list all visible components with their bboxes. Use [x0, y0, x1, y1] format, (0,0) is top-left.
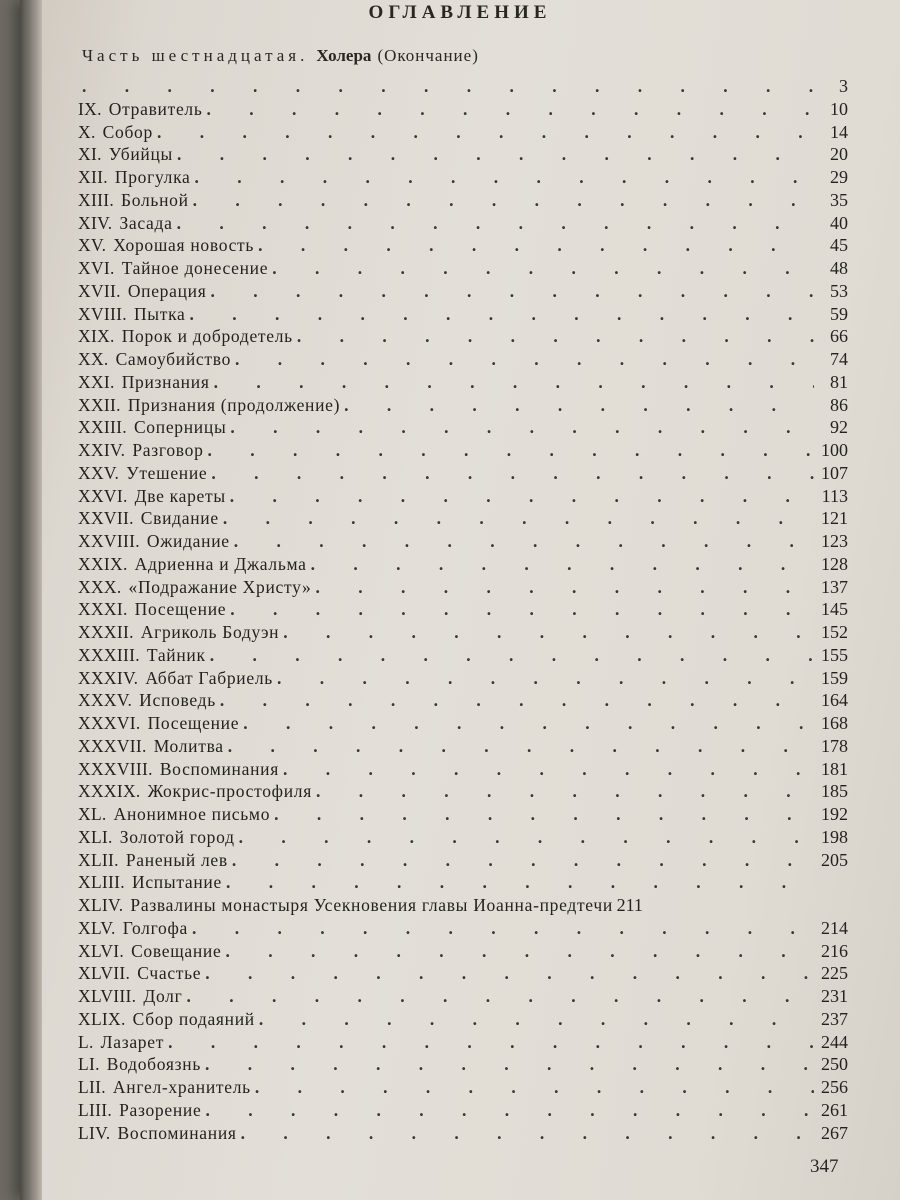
chapter-number: XXXIV. [78, 667, 139, 688]
dot-leader [211, 462, 814, 485]
page-title: ОГЛАВЛЕНИЕ [368, 2, 552, 23]
chapter-title: Признания (продолжение) [127, 394, 341, 415]
dot-leader [243, 712, 814, 735]
toc-entry-label [78, 803, 270, 826]
chapter-number: LIV. [78, 1122, 111, 1143]
chapter-number: XXXII. [78, 622, 134, 642]
toc-entry [78, 644, 848, 667]
toc-entry-label [78, 894, 613, 917]
chapter-number: XXXV. [78, 690, 133, 711]
chapter-title: Сбор подаяний [132, 1008, 255, 1029]
chapter-number: XII. [78, 167, 108, 187]
toc-entry [78, 394, 848, 417]
toc-entry-label [78, 940, 221, 963]
chapter-title: Разговор [132, 440, 204, 460]
chapter-number: XLIV. [78, 895, 124, 915]
toc-page-number: 205 [821, 849, 848, 870]
part-label: Часть шестнадцатая. [82, 46, 309, 65]
toc-entry [78, 439, 848, 462]
chapter-title: Лазарет [100, 1031, 165, 1052]
toc-entry-label [78, 98, 203, 121]
chapter-title: Соперницы [133, 417, 227, 438]
toc-page-number: 59 [830, 303, 848, 324]
dot-leader [157, 121, 814, 144]
chapter-number: XI. [78, 144, 102, 165]
chapter-number: XXIX. [78, 553, 128, 574]
chapter-number: XIII. [78, 189, 114, 210]
toc-entry-label [78, 917, 188, 940]
chapter-title: Исповедь [139, 690, 216, 711]
toc-entry [78, 189, 848, 212]
dot-leader [193, 189, 814, 212]
chapter-number: XIV. [78, 212, 113, 233]
dot-leader [277, 667, 814, 690]
toc-page-number: 29 [830, 167, 848, 187]
dot-leader [232, 849, 814, 872]
toc-entry-label [78, 234, 254, 257]
chapter-number: XXXVI. [78, 713, 141, 733]
chapter-title: Анонимное письмо [113, 804, 271, 824]
chapter-title: Долг [143, 986, 183, 1006]
chapter-number: XXXIII. [78, 644, 140, 665]
toc-entry [78, 1053, 848, 1076]
chapter-number: L. [78, 1031, 94, 1052]
toc-page-number: 244 [821, 1031, 848, 1052]
chapter-number: XXIII. [78, 417, 127, 438]
toc-page-number: 3 [839, 76, 848, 96]
toc-entry-label [78, 257, 268, 280]
toc-page-number: 159 [821, 667, 848, 688]
dot-leader [187, 985, 815, 1008]
chapter-title: Аббат Габриель [145, 667, 273, 688]
toc-entry-label [78, 1076, 251, 1099]
chapter-title: Воспоминания [117, 1122, 237, 1143]
dot-leader [210, 644, 814, 667]
dot-leader [315, 576, 814, 599]
chapter-number: XL. [78, 804, 107, 824]
toc-entry-label [78, 735, 224, 758]
toc-entry [78, 1031, 848, 1054]
dot-leader [230, 485, 814, 508]
toc-entry [78, 143, 848, 166]
toc-page-number: 168 [821, 713, 848, 733]
toc-entry-label [78, 598, 226, 621]
toc-page-number: 198 [821, 826, 848, 847]
toc-entry-label [78, 712, 239, 735]
chapter-number: XVIII. [78, 303, 127, 324]
toc-entry-label [78, 439, 204, 462]
toc-entry [78, 1008, 848, 1031]
toc-entry-label [78, 826, 235, 849]
table-of-contents [78, 75, 848, 1144]
dot-leader [311, 553, 814, 576]
toc-entry [78, 416, 848, 439]
toc-page-number: 211 [616, 895, 643, 915]
dot-leader [214, 371, 814, 394]
toc-entry [78, 576, 848, 599]
chapter-title: Хорошая новость [113, 235, 255, 256]
chapter-number: LI. [78, 1054, 100, 1075]
toc-entry-label [78, 121, 153, 144]
toc-entry [78, 940, 848, 963]
toc-page-number: 137 [821, 576, 848, 597]
dot-leader [228, 735, 814, 758]
chapter-title: Тайное донесение [121, 258, 269, 278]
chapter-number: XX. [78, 349, 109, 369]
chapter-title: Засада [119, 212, 173, 233]
dot-leader [205, 1053, 814, 1076]
chapter-title: Счастье [137, 963, 202, 984]
chapter-number: XXVIII. [78, 531, 140, 551]
chapter-number: XVII. [78, 280, 121, 301]
toc-page-number: 81 [830, 371, 848, 392]
toc-page-number: 20 [830, 144, 848, 165]
chapter-title: Операция [127, 280, 207, 301]
toc-entry [78, 98, 848, 121]
toc-page-number: 225 [821, 963, 848, 984]
toc-entry-label [78, 212, 173, 235]
toc-entry [78, 303, 848, 326]
toc-entry [78, 234, 848, 257]
toc-entry [78, 667, 848, 690]
toc-entry-label [78, 416, 226, 439]
book-page [20, 0, 900, 1200]
toc-entry [78, 348, 848, 371]
toc-entry [78, 75, 848, 98]
chapter-title: Порок и добродетель [121, 326, 293, 347]
toc-page-number: 35 [830, 189, 848, 210]
dot-leader [259, 1008, 814, 1031]
toc-entry-label [78, 462, 207, 485]
toc-page-number: 237 [821, 1008, 848, 1029]
chapter-title: Испытание [132, 872, 222, 893]
toc-page-number: 267 [821, 1122, 848, 1143]
chapter-number: XLI. [78, 826, 113, 847]
toc-entry-label [78, 303, 186, 326]
dot-leader [272, 257, 814, 280]
toc-entry-label [78, 985, 183, 1008]
dot-leader [205, 962, 814, 985]
chapter-number: XXXVII. [78, 735, 147, 756]
dot-leader [168, 1031, 814, 1054]
toc-page-number: 216 [821, 940, 848, 961]
book-spine-shadow [20, 0, 42, 1200]
toc-entry [78, 1099, 848, 1122]
chapter-title: Две кареты [134, 485, 226, 506]
toc-page-number: 128 [821, 553, 848, 574]
toc-entry [78, 735, 848, 758]
toc-page-number: 261 [821, 1099, 848, 1120]
chapter-title: Агриколь Бодуэн [140, 622, 280, 642]
dot-leader [344, 394, 814, 417]
dot-leader [208, 439, 814, 462]
toc-page-number: 121 [821, 508, 848, 529]
chapter-title: «Подражание Христу» [128, 576, 312, 597]
toc-entry [78, 371, 848, 394]
chapter-title: Прогулка [114, 167, 191, 187]
toc-page-number: 192 [821, 804, 848, 824]
toc-entry-label [78, 871, 222, 894]
chapter-title: Посещение [134, 599, 227, 620]
chapter-title: Пытка [133, 303, 186, 324]
chapter-title: Признания [121, 371, 210, 392]
toc-page-number: 123 [821, 531, 848, 551]
toc-entry-label [78, 758, 279, 781]
toc-page-number: 181 [821, 758, 848, 779]
toc-page-number: 100 [821, 440, 848, 460]
dot-leader [230, 416, 814, 439]
toc-page-number: 107 [821, 462, 848, 483]
toc-entry-label [78, 1122, 237, 1145]
dot-leader [210, 280, 814, 303]
toc-entry-label [78, 667, 273, 690]
toc-entry [78, 803, 848, 826]
chapter-title: Совещание [131, 940, 222, 961]
toc-entry-label [78, 621, 279, 644]
chapter-number: XXVI. [78, 485, 128, 506]
toc-page-number: 155 [821, 644, 848, 665]
toc-entry [78, 621, 848, 644]
toc-entry [78, 257, 848, 280]
toc-entry-label [78, 689, 216, 712]
chapter-number: XXIV. [78, 440, 126, 460]
toc-entry [78, 485, 848, 508]
toc-entry [78, 849, 848, 872]
chapter-number: XLIII. [78, 872, 125, 893]
toc-entry [78, 871, 848, 894]
toc-page-number: 164 [821, 690, 848, 711]
toc-page-number: 214 [821, 917, 848, 938]
chapter-title: Тайник [146, 644, 206, 665]
chapter-title: Ожидание [146, 531, 230, 551]
toc-entry [78, 507, 848, 530]
chapter-title: Воспоминания [159, 758, 279, 779]
toc-entry [78, 325, 848, 348]
chapter-number: IX. [78, 98, 102, 119]
chapter-number: XXII. [78, 394, 121, 415]
dot-leader [225, 940, 814, 963]
toc-page-number: 92 [830, 417, 848, 438]
toc-page-number: 53 [830, 280, 848, 301]
dot-leader [316, 780, 814, 803]
toc-entry-label [78, 1099, 201, 1122]
toc-entry [78, 826, 848, 849]
dot-leader [205, 1099, 814, 1122]
chapter-number: XXV. [78, 462, 120, 483]
toc-entry-label [78, 507, 219, 530]
chapter-number: XXVII. [78, 508, 134, 529]
toc-page-number: 45 [830, 235, 848, 256]
toc-entry-label [78, 644, 206, 667]
toc-page-number: 231 [821, 986, 848, 1006]
toc-page-number: 178 [821, 735, 848, 756]
dot-leader [207, 98, 814, 121]
chapter-number: LII. [78, 1077, 106, 1097]
toc-entry-label [78, 962, 201, 985]
toc-entry-label [78, 849, 228, 872]
dot-leader [226, 871, 814, 894]
toc-entry-label [78, 166, 191, 189]
part-heading [82, 46, 479, 66]
chapter-title: Раненый лев [125, 849, 228, 870]
chapter-number: X. [78, 121, 96, 142]
toc-page-number: 40 [830, 212, 848, 233]
toc-page-number: 113 [821, 485, 848, 506]
toc-entry [78, 917, 848, 940]
dot-leader [239, 826, 814, 849]
dot-leader [241, 1122, 814, 1145]
toc-page-number: 256 [821, 1077, 848, 1097]
dot-leader [223, 507, 814, 530]
chapter-title: Голгофа [122, 917, 189, 938]
dot-leader [274, 803, 814, 826]
dot-leader [235, 348, 814, 371]
toc-entry-label [78, 394, 340, 417]
toc-entry [78, 985, 848, 1008]
toc-entry-label [78, 485, 226, 508]
dot-leader [177, 143, 814, 166]
dot-leader [82, 75, 814, 98]
chapter-title: Жокрис-простофиля [147, 781, 312, 802]
chapter-title: Ангел-хранитель [112, 1077, 251, 1097]
dot-leader [192, 917, 814, 940]
toc-page-number: 185 [821, 781, 848, 802]
page-number: 347 [810, 1156, 839, 1177]
toc-page-number: 66 [830, 326, 848, 347]
dot-leader [234, 530, 814, 553]
dot-leader [220, 689, 814, 712]
chapter-title: Свидание [140, 508, 219, 529]
chapter-title: Адриенна и Джальма [134, 553, 307, 574]
toc-entry [78, 121, 848, 144]
chapter-number: XIX. [78, 326, 115, 347]
toc-entry-label [78, 189, 189, 212]
toc-page-number: 250 [821, 1054, 848, 1075]
toc-entry-label [78, 780, 312, 803]
chapter-number: XXXIX. [78, 781, 141, 802]
toc-entry [78, 712, 848, 735]
chapter-number: XVI. [78, 258, 115, 278]
dot-leader [255, 1076, 814, 1099]
toc-entry [78, 462, 848, 485]
toc-page-number: 145 [821, 599, 848, 620]
toc-entry-label [78, 1053, 201, 1076]
toc-entry [78, 553, 848, 576]
chapter-number: XLII. [78, 849, 119, 870]
toc-page-number: 14 [830, 121, 848, 142]
toc-entry [78, 530, 848, 553]
toc-entry-label [78, 1008, 255, 1031]
toc-entry [78, 962, 848, 985]
toc-entry [78, 166, 848, 189]
chapter-number: XXI. [78, 371, 115, 392]
toc-entry-label [78, 553, 307, 576]
dot-leader [177, 212, 814, 235]
chapter-title: Молитва [153, 735, 224, 756]
chapter-title: Золотой город [119, 826, 235, 847]
dot-leader [195, 166, 814, 189]
chapter-number: XLIX. [78, 1008, 126, 1029]
chapter-number: XV. [78, 235, 107, 256]
chapter-title: Убийцы [108, 144, 173, 165]
toc-entry [78, 212, 848, 235]
chapter-number: XLV. [78, 917, 116, 938]
toc-entry-label [78, 371, 210, 394]
toc-entry [78, 689, 848, 712]
chapter-title: Разорение [119, 1099, 202, 1120]
chapter-number: XXXVIII. [78, 758, 153, 779]
toc-page-number: 74 [830, 349, 848, 369]
chapter-title: Больной [121, 189, 189, 210]
toc-entry-label [78, 530, 230, 553]
toc-entry-label [78, 1031, 164, 1054]
chapter-title: Отравитель [108, 98, 203, 119]
toc-entry [78, 758, 848, 781]
toc-entry [78, 598, 848, 621]
toc-entry [78, 280, 848, 303]
chapter-number: XLVI. [78, 940, 125, 961]
chapter-number: XLVIII. [78, 986, 137, 1006]
toc-entry [78, 780, 848, 803]
toc-entry-label [78, 325, 293, 348]
dot-leader [283, 758, 814, 781]
chapter-number: XXX. [78, 576, 122, 597]
dot-leader [297, 325, 814, 348]
chapter-title: Утешение [126, 462, 208, 483]
toc-entry-label [78, 143, 173, 166]
chapter-title: Посещение [147, 713, 240, 733]
toc-page-number: 48 [830, 258, 848, 278]
chapter-number: XLVII. [78, 963, 131, 984]
toc-entry [78, 1122, 848, 1145]
toc-entry-label [78, 280, 206, 303]
toc-entry-label [78, 576, 311, 599]
chapter-number: XXXI. [78, 599, 128, 620]
dot-leader [230, 598, 814, 621]
toc-page-number: 86 [830, 394, 848, 415]
dot-leader [283, 621, 814, 644]
toc-entry [78, 894, 848, 917]
part-note: (Окончание) [377, 46, 479, 65]
chapter-title: Развалины монастыря Усекновения главы Иоанна-предтечи [130, 895, 613, 915]
part-name: Холера [316, 46, 372, 65]
chapter-title: Водобоязнь [106, 1054, 201, 1075]
toc-entry [78, 1076, 848, 1099]
toc-page-number: 152 [821, 622, 848, 642]
dot-leader [190, 303, 815, 326]
chapter-number: LIII. [78, 1099, 113, 1120]
toc-page-number: 10 [830, 98, 848, 119]
chapter-title: Собор [102, 121, 153, 142]
dot-leader [258, 234, 814, 257]
chapter-title: Самоубийство [115, 349, 232, 369]
toc-entry-label [78, 348, 231, 371]
